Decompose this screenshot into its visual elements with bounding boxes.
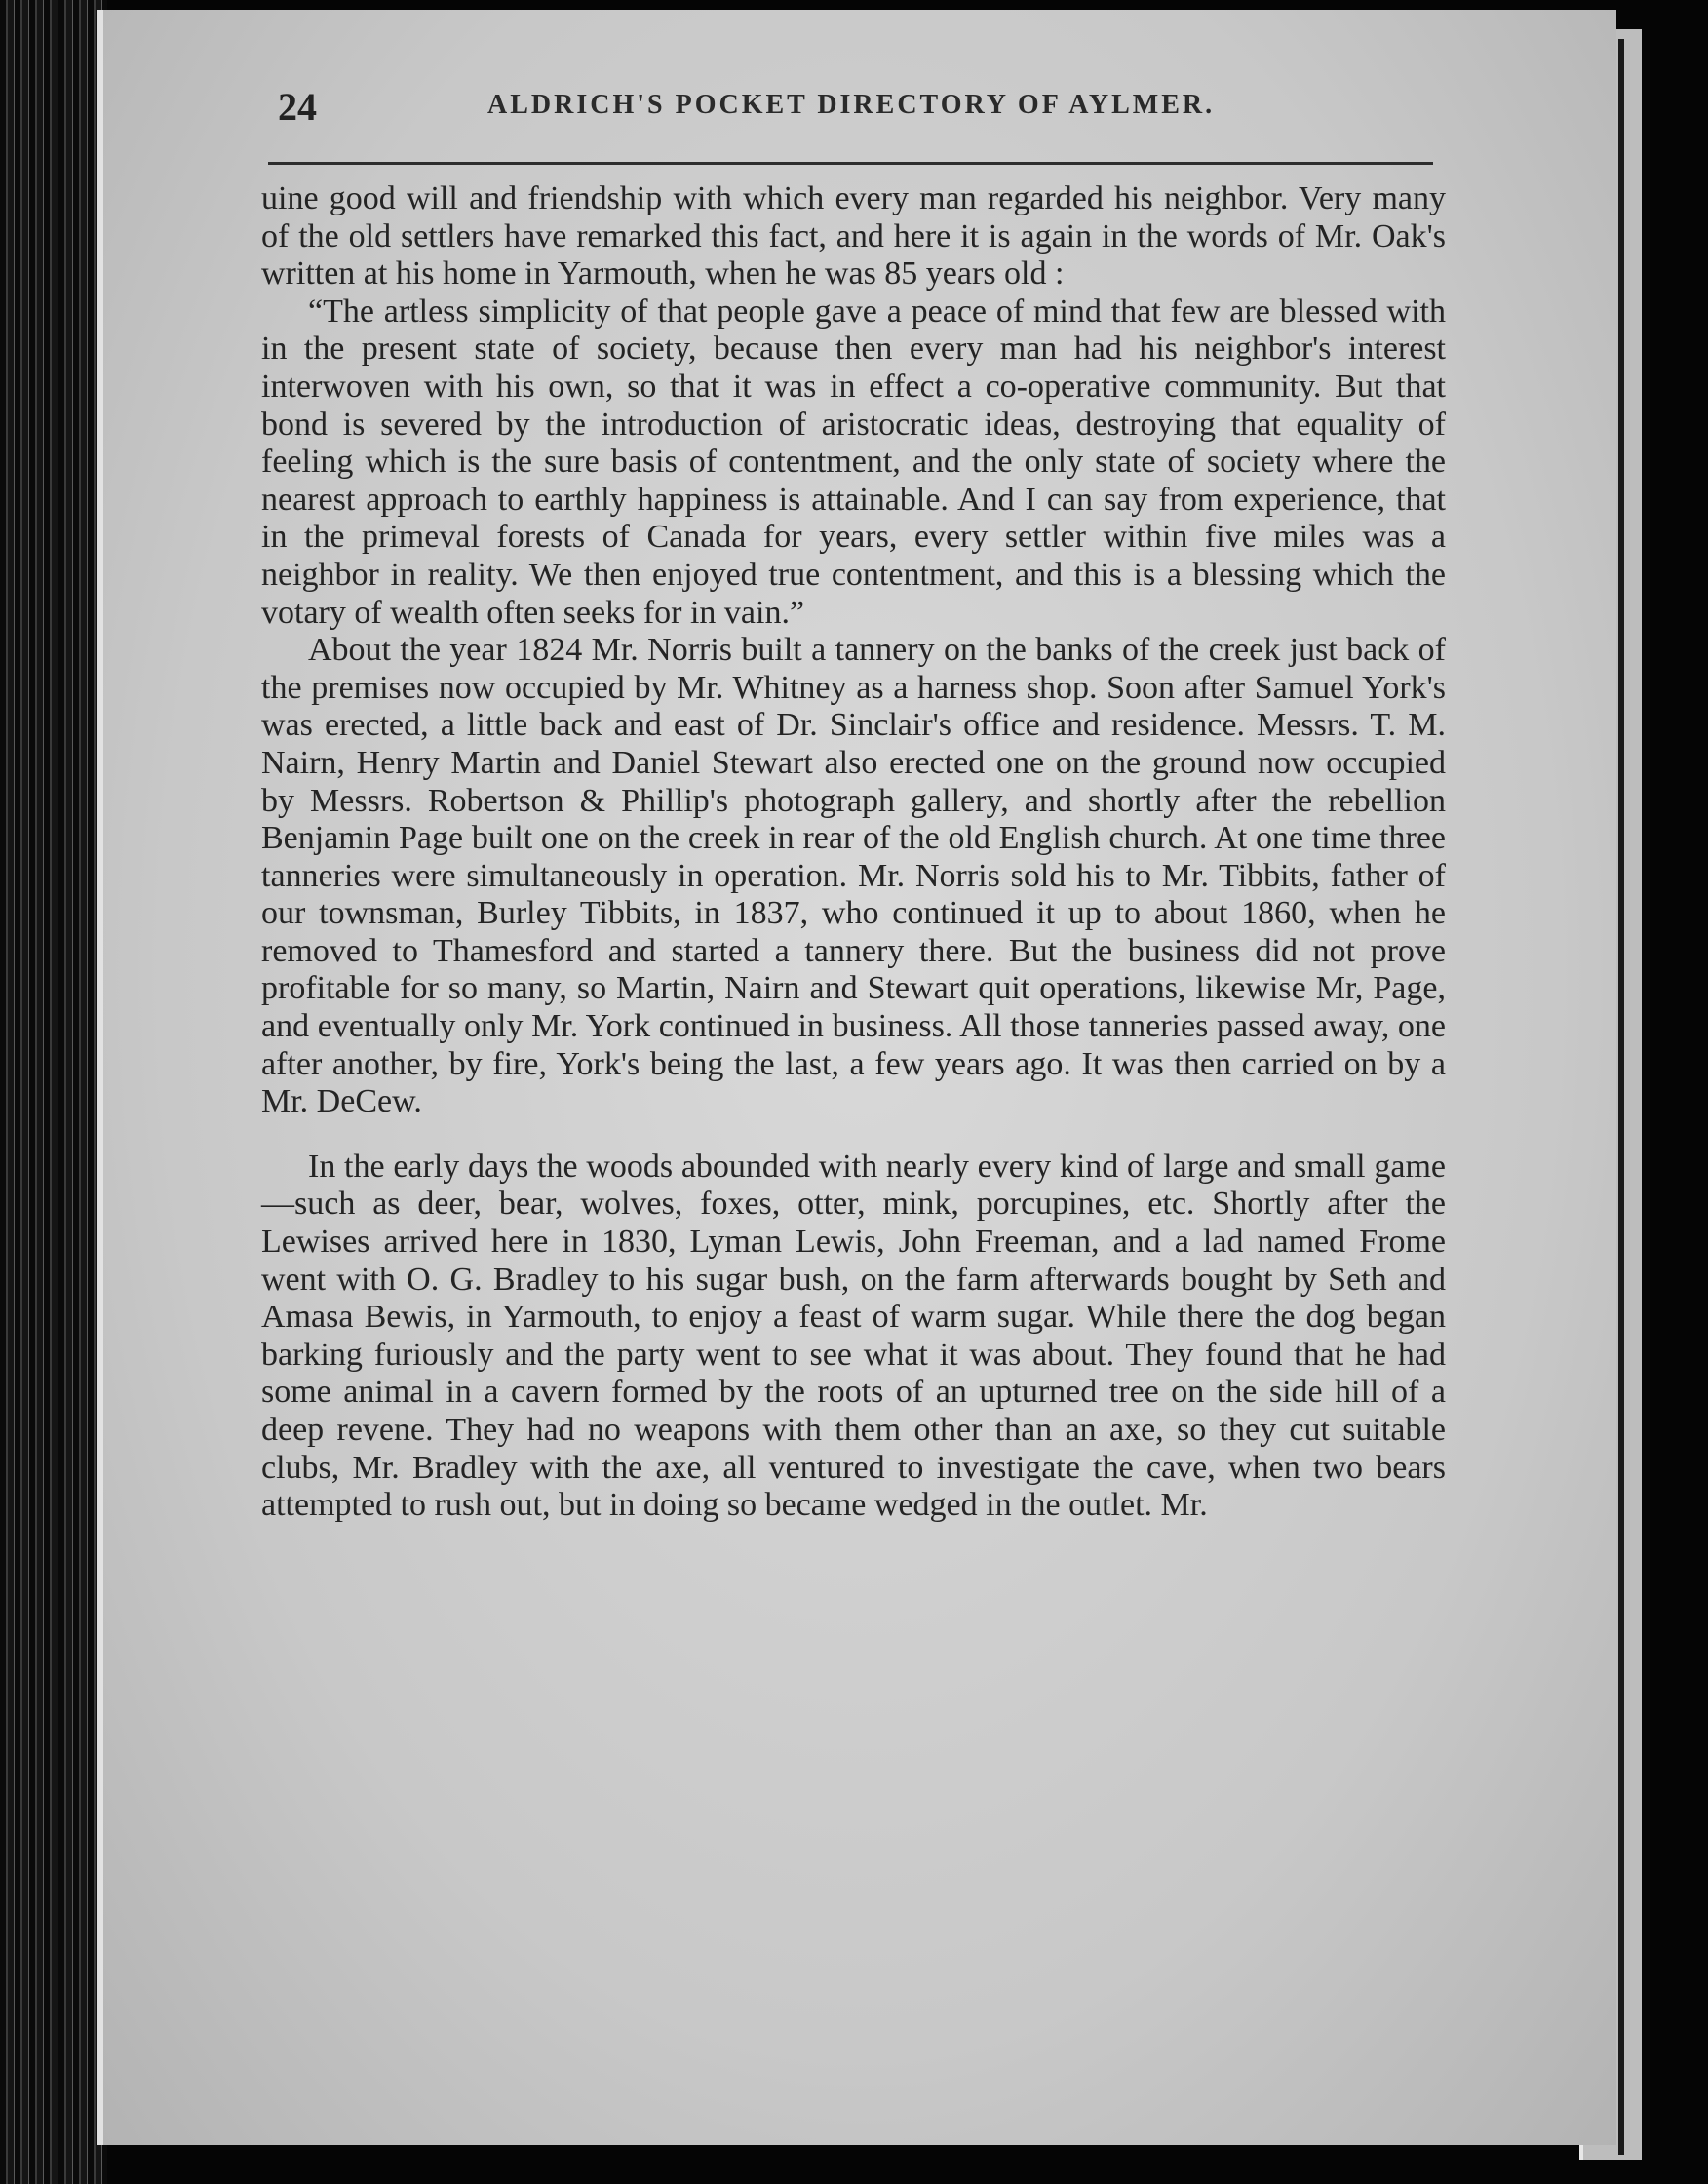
page-body (261, 180, 1446, 1525)
page-gutter-shadow (1618, 39, 1624, 2155)
book-spine-edge (0, 0, 107, 2184)
page-number: 24 (278, 85, 317, 129)
paragraph-game: In the early days the woods abounded with nearly every kind of large and small game—such as deer, bear, wolves, foxes, otter, mink, porcupines, etc. Shortly after the Lewises arrived here in 1830, Lyman Lewis, John Freeman, and a lad named Frome went with O. G. Bradley to his sugar bush, on the farm afterwards bought by Seth and Amasa Bewis, in Yarmouth, to enjoy a feast of warm sugar. While there the dog began barking furiously and the party went to see what it was about. They found that he had some animal in a cavern formed by the roots of an upturned tree on the side hill of a deep revene. They had no weapons with them other than an axe, so they cut suitable clubs, Mr. Bradley with the axe, all ventured to investigate the cave, when two bears attempted to rush out, but in doing so became wedged in the outlet. Mr. (261, 1148, 1446, 1524)
paragraph-tanneries: About the year 1824 Mr. Norris built a tannery on the banks of the creek just back of the premises now occupied by Mr. Whitney as a harness shop. Soon after Samuel York's was erected, a little back and east of Dr. Sinclair's office and residence. Messrs. T. M. Nairn, Henry Martin and Daniel Stewart also erected one on the ground now occupied by Messrs. Robertson & Phillip's photograph gallery, and shortly after the rebellion Benjamin Page built one on the creek in rear of the old English church. At one time three tanneries were simultaneously in operation. Mr. Norris sold his to Mr. Tibbits, father of our townsman, Burley Tibbits, in 1837, who continued it up to about 1860, when he removed to Thamesford and started a tannery there. But the business did not prove profitable for so many, so Martin, Nairn and Stewart quit operations, likewise Mr, Page, and eventually only Mr. York continued in business. All those tanneries passed away, one after another, by fire, York's being the last, a few years ago. It was then carried on by a Mr. DeCew. (261, 632, 1446, 1120)
page-header (278, 78, 1433, 142)
header-rule (268, 162, 1433, 165)
paragraph-continuation: uine good will and friendship with which every man regarded his neighbor. Very many of the old settlers have remarked this fact, and here it is again in the words of Mr. Oak's written at his home in Yarmouth, when he was 85 years old : (261, 180, 1446, 292)
paragraph-quotation: “The artless simplicity of that people gave a peace of mind that few are blessed with in the present state of society, because then every man had his neighbor's interest interwoven with his own, so that it was in effect a co-operative community. But that bond is severed by the introduction of aristocratic ideas, destroying that equality of feeling which is the sure basis of contentment, and the only state of society where the nearest approach to earthly happiness is attainable. And I can say from experience, that in the primeval forests of Canada for years, every settler within five miles was a neighbor in reality. We then enjoyed true contentment, and this is a blessing which the votary of wealth often seeks for in vain.” (261, 292, 1446, 631)
running-title: ALDRICH'S POCKET DIRECTORY OF AYLMER. (487, 90, 1216, 120)
